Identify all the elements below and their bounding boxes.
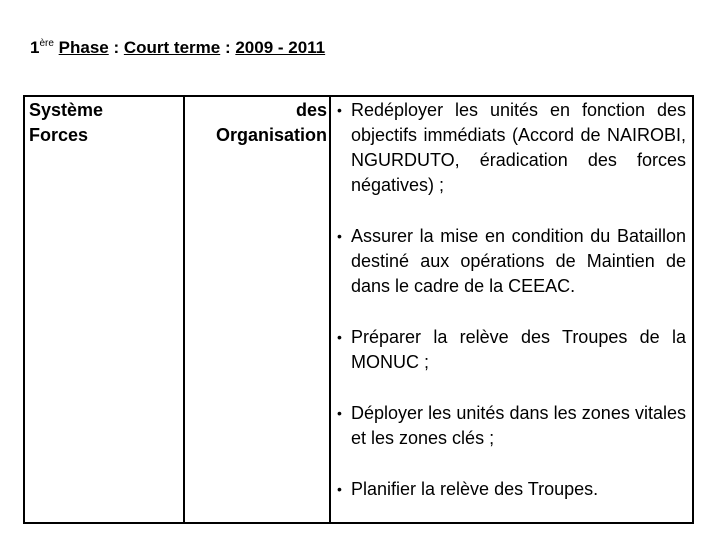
heading-term: Court terme	[123, 38, 221, 57]
system-label-line-2: Forces	[29, 125, 89, 145]
phase-table	[23, 95, 694, 524]
table-row	[24, 96, 693, 523]
list-item	[337, 477, 686, 502]
system-label-line-1: Système	[29, 100, 104, 120]
bullet-icon: •	[337, 481, 342, 497]
list-item	[337, 325, 686, 375]
heading-superscript: ère	[39, 38, 54, 49]
list-item-text: Déployer les unités dans les zones vitales et les zones clés ;	[351, 403, 686, 448]
list-item-text: Préparer la relève des Troupes de la MONUC ;	[351, 327, 686, 372]
bullet-icon: •	[337, 228, 342, 244]
list-item-text: Redéployer les unités en fonction des objectifs immédiats (Accord de NAIROBI, NGURDUTO, éradication des forces négatives) ;	[351, 100, 686, 195]
list-item	[337, 98, 686, 198]
system-label-cell	[24, 96, 184, 523]
heading-years: 2009 - 2011	[235, 38, 326, 57]
organisation-label: des Organisation	[215, 100, 327, 145]
heading-separator-1: :	[108, 38, 124, 57]
actions-list	[331, 97, 692, 502]
system-label	[25, 97, 183, 148]
bullet-icon: •	[337, 329, 342, 345]
phase-heading	[30, 38, 325, 58]
heading-phase: Phase	[58, 38, 109, 57]
heading-separator-2: :	[220, 38, 236, 57]
bullet-icon: •	[337, 405, 342, 421]
list-item	[337, 224, 686, 299]
list-item-text: Assurer la mise en condition du Bataillon destiné aux opérations de Maintien de dans le cadre de la CEEAC.	[351, 226, 686, 296]
actions-cell	[330, 96, 693, 523]
list-item	[337, 401, 686, 451]
organisation-label-cell	[184, 96, 330, 523]
heading-number: 1	[30, 38, 40, 57]
bullet-icon: •	[337, 102, 342, 118]
list-item-text: Planifier la relève des Troupes.	[351, 479, 599, 499]
